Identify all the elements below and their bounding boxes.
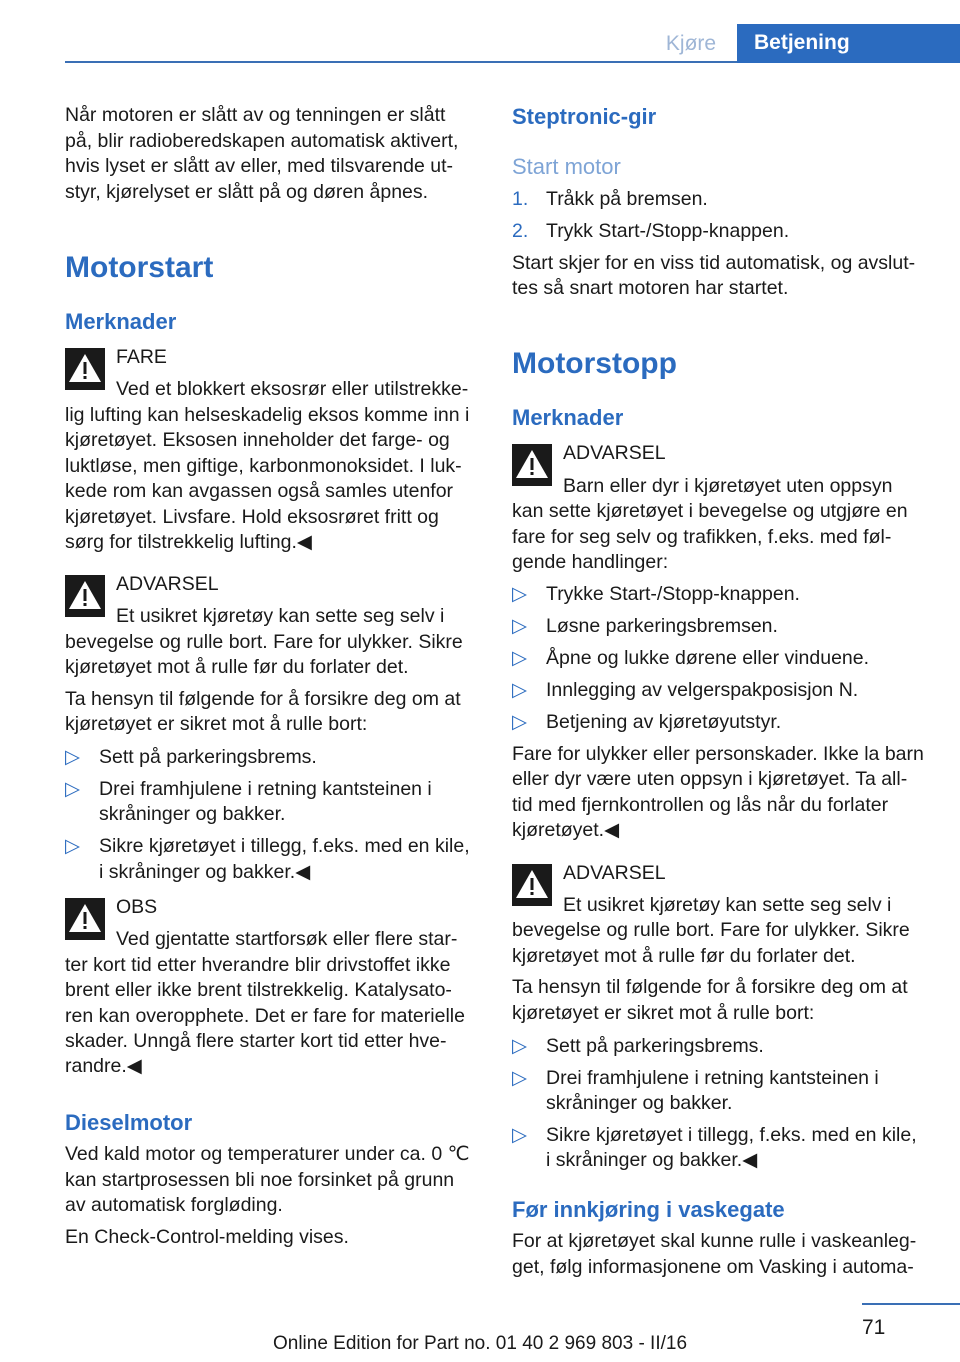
heading-merknader: Merknader xyxy=(65,309,177,334)
body-line: Start skjer for en viss tid automatisk, og avslut‐ xyxy=(512,252,916,274)
list-item-cont: i skråninger og bakker.◀ xyxy=(99,861,311,883)
tab-kjore[interactable]: Kjøre xyxy=(665,32,717,55)
list-item: ▷ Drei framhjulene i retning kantsteinen i xyxy=(512,1066,932,1092)
list-item: ▷ Åpne og lukke dørene eller vinduene. xyxy=(512,646,932,672)
advarsel-title: ADVARSEL xyxy=(116,573,219,595)
obs-line: skader. Unngå flere starter kort tid etter hve‐ xyxy=(65,1030,447,1052)
advarsel-title: ADVARSEL xyxy=(563,442,666,464)
intro-line: hvis lyset er slått av eller, med tilsvarende ut‐ xyxy=(65,155,453,177)
advarsel-line: kjøretøyet mot å rulle før du forlater det. xyxy=(65,656,409,678)
diesel-line: av automatisk forgløding. xyxy=(65,1194,283,1216)
list-item-cont: skråninger og bakker. xyxy=(99,803,286,825)
warning-icon xyxy=(65,575,105,617)
list-item: ▷ Sikre kjøretøyet i tillegg, f.eks. med en kile, xyxy=(512,1123,932,1149)
list-item: ▷ Innlegging av velgerspakposisjon N. xyxy=(512,678,932,704)
body-line: kjøretøyet er sikret mot å rulle bort: xyxy=(65,713,368,735)
warning-icon xyxy=(512,864,552,906)
bullet-marker: ▷ xyxy=(512,1067,527,1089)
tab-betjening[interactable]: Betjening xyxy=(737,24,960,63)
body-line: tid med fjernkontrollen og lås når du forlater xyxy=(512,794,889,816)
heading-motorstart: Motorstart xyxy=(65,251,214,284)
list-item: ▷ Sikre kjøretøyet i tillegg, f.eks. med en kile, xyxy=(65,834,480,860)
fare-line: kede rom kan avgassen også samles utenfor xyxy=(65,480,454,502)
bullet-marker: ▷ xyxy=(512,1124,527,1146)
list-item-cont: skråninger og bakker. xyxy=(546,1092,733,1114)
list-item: ▷ Sett på parkeringsbrems. xyxy=(65,745,480,771)
bullet-marker: ▷ xyxy=(512,615,527,637)
warning-icon xyxy=(65,348,105,390)
advarsel-line: Barn eller dyr i kjøretøyet uten oppsyn xyxy=(563,475,893,497)
advarsel-line: kan sette kjøretøyet i bevegelse og utgjøre en xyxy=(512,500,908,522)
bullet-marker: ▷ xyxy=(512,1035,527,1057)
body-line: get, følg informasjonene om Vasking i automa‐ xyxy=(512,1256,914,1278)
footer-edition: Online Edition for Part no. 01 40 2 969 803 - II/16 xyxy=(272,1333,688,1354)
bullet-marker: ▷ xyxy=(512,583,527,605)
list-item-cont: i skråninger og bakker.◀ xyxy=(546,1149,758,1171)
body-line: kjøretøyet.◀ xyxy=(512,819,620,841)
heading-dieselmotor: Dieselmotor xyxy=(65,1110,193,1135)
heading-merknader: Merknader xyxy=(512,405,624,430)
fare-line: kjøretøyet. Eksosen inneholder det farge- og xyxy=(65,429,450,451)
fare-title: FARE xyxy=(116,346,167,368)
body-line: For at kjøretøyet skal kunne rulle i vaskeanleg‐ xyxy=(512,1230,917,1252)
intro-line: styr, kjørelyset er slått på og døren åpnes. xyxy=(65,181,429,203)
warning-icon xyxy=(65,898,105,940)
obs-line: randre.◀ xyxy=(65,1055,142,1077)
obs-title: OBS xyxy=(116,896,158,918)
bullet-marker: ▷ xyxy=(512,647,527,669)
advarsel-line: bevegelse og rulle bort. Fare for ulykker. Sikre xyxy=(65,631,463,653)
fare-line: sørg for tilstrekkelig lufting.◀ xyxy=(65,531,312,553)
fare-line: lig lufting kan helseskadelig eksos komme inn i xyxy=(65,404,470,426)
advarsel-title: ADVARSEL xyxy=(563,862,666,884)
body-line: kjøretøyet er sikret mot å rulle bort: xyxy=(512,1002,815,1024)
diesel-line: En Check-Control-melding vises. xyxy=(65,1226,349,1248)
obs-line: Ved gjentatte startforsøk eller flere star‐ xyxy=(116,928,458,950)
obs-line: ren kan overopphete. Det er fare for materielle xyxy=(65,1005,465,1027)
page-number: 71 xyxy=(862,1316,886,1339)
advarsel-line: bevegelse og rulle bort. Fare for ulykker. Sikre xyxy=(512,919,910,941)
intro-line: på, blir radioberedskapen automatisk aktivert, xyxy=(65,130,459,152)
step-item: 2. Trykk Start-/Stopp-knappen. xyxy=(512,220,790,242)
list-item: ▷ Sett på parkeringsbrems. xyxy=(512,1034,932,1060)
intro-line: Når motoren er slått av og tenningen er slått xyxy=(65,104,446,126)
body-line: tes så snart motoren har startet. xyxy=(512,277,789,299)
bullet-marker: ▷ xyxy=(65,778,80,800)
advarsel-line: Et usikret kjøretøy kan sette seg selv i xyxy=(116,605,445,627)
body-line: Fare for ulykker eller personskader. Ikke la barn xyxy=(512,743,924,765)
header-rule xyxy=(65,61,737,63)
advarsel-line: gende handlinger: xyxy=(512,551,669,573)
obs-line: brent eller ikke brent tilstrekkelig. Katalysato‐ xyxy=(65,979,452,1001)
list-item: ▷ Løsne parkeringsbremsen. xyxy=(512,614,932,640)
bullet-marker: ▷ xyxy=(65,746,80,768)
body-line: eller dyr være uten oppsyn i kjøretøyet. Ta all‐ xyxy=(512,768,908,790)
heading-motorstopp: Motorstopp xyxy=(512,347,677,380)
warning-icon xyxy=(512,444,552,486)
fare-line: Ved et blokkert eksosrør eller utilstrekke‐ xyxy=(116,378,469,400)
obs-line: ter kort tid etter hverandre blir drivstoffet ikke xyxy=(65,954,451,976)
body-line: Ta hensyn til følgende for å forsikre deg om at xyxy=(65,688,461,710)
advarsel-line: fare for seg selv og trafikken, f.eks. med føl‐ xyxy=(512,526,892,548)
heading-vaskegate: Før innkjøring i vaskegate xyxy=(512,1197,785,1222)
fare-line: luktløse, men giftige, karbonmonoksidet. I luk‐ xyxy=(65,455,462,477)
bullet-marker: ▷ xyxy=(65,835,80,857)
heading-steptronic: Steptronic-gir xyxy=(512,104,657,129)
footer-rule xyxy=(862,1303,960,1305)
advarsel-line: Et usikret kjøretøy kan sette seg selv i xyxy=(563,894,892,916)
advarsel-line: kjøretøyet mot å rulle før du forlater det. xyxy=(512,945,856,967)
body-line: Ta hensyn til følgende for å forsikre deg om at xyxy=(512,976,908,998)
bullet-marker: ▷ xyxy=(512,711,527,733)
fare-line: kjøretøyet. Livsfare. Hold eksosrøret fritt og xyxy=(65,506,439,528)
list-item: ▷ Trykke Start-/Stopp-knappen. xyxy=(512,582,932,608)
diesel-line: Ved kald motor og temperaturer under ca. 0 ℃ xyxy=(65,1143,470,1165)
step-item: 1. Tråkk på bremsen. xyxy=(512,188,708,210)
bullet-marker: ▷ xyxy=(512,679,527,701)
diesel-line: kan startprosessen bli noe forsinket på grunn xyxy=(65,1169,455,1191)
heading-start-motor: Start motor xyxy=(512,154,621,179)
list-item: ▷ Betjening av kjøretøyutstyr. xyxy=(512,710,932,736)
list-item: ▷ Drei framhjulene i retning kantsteinen i xyxy=(65,777,480,803)
